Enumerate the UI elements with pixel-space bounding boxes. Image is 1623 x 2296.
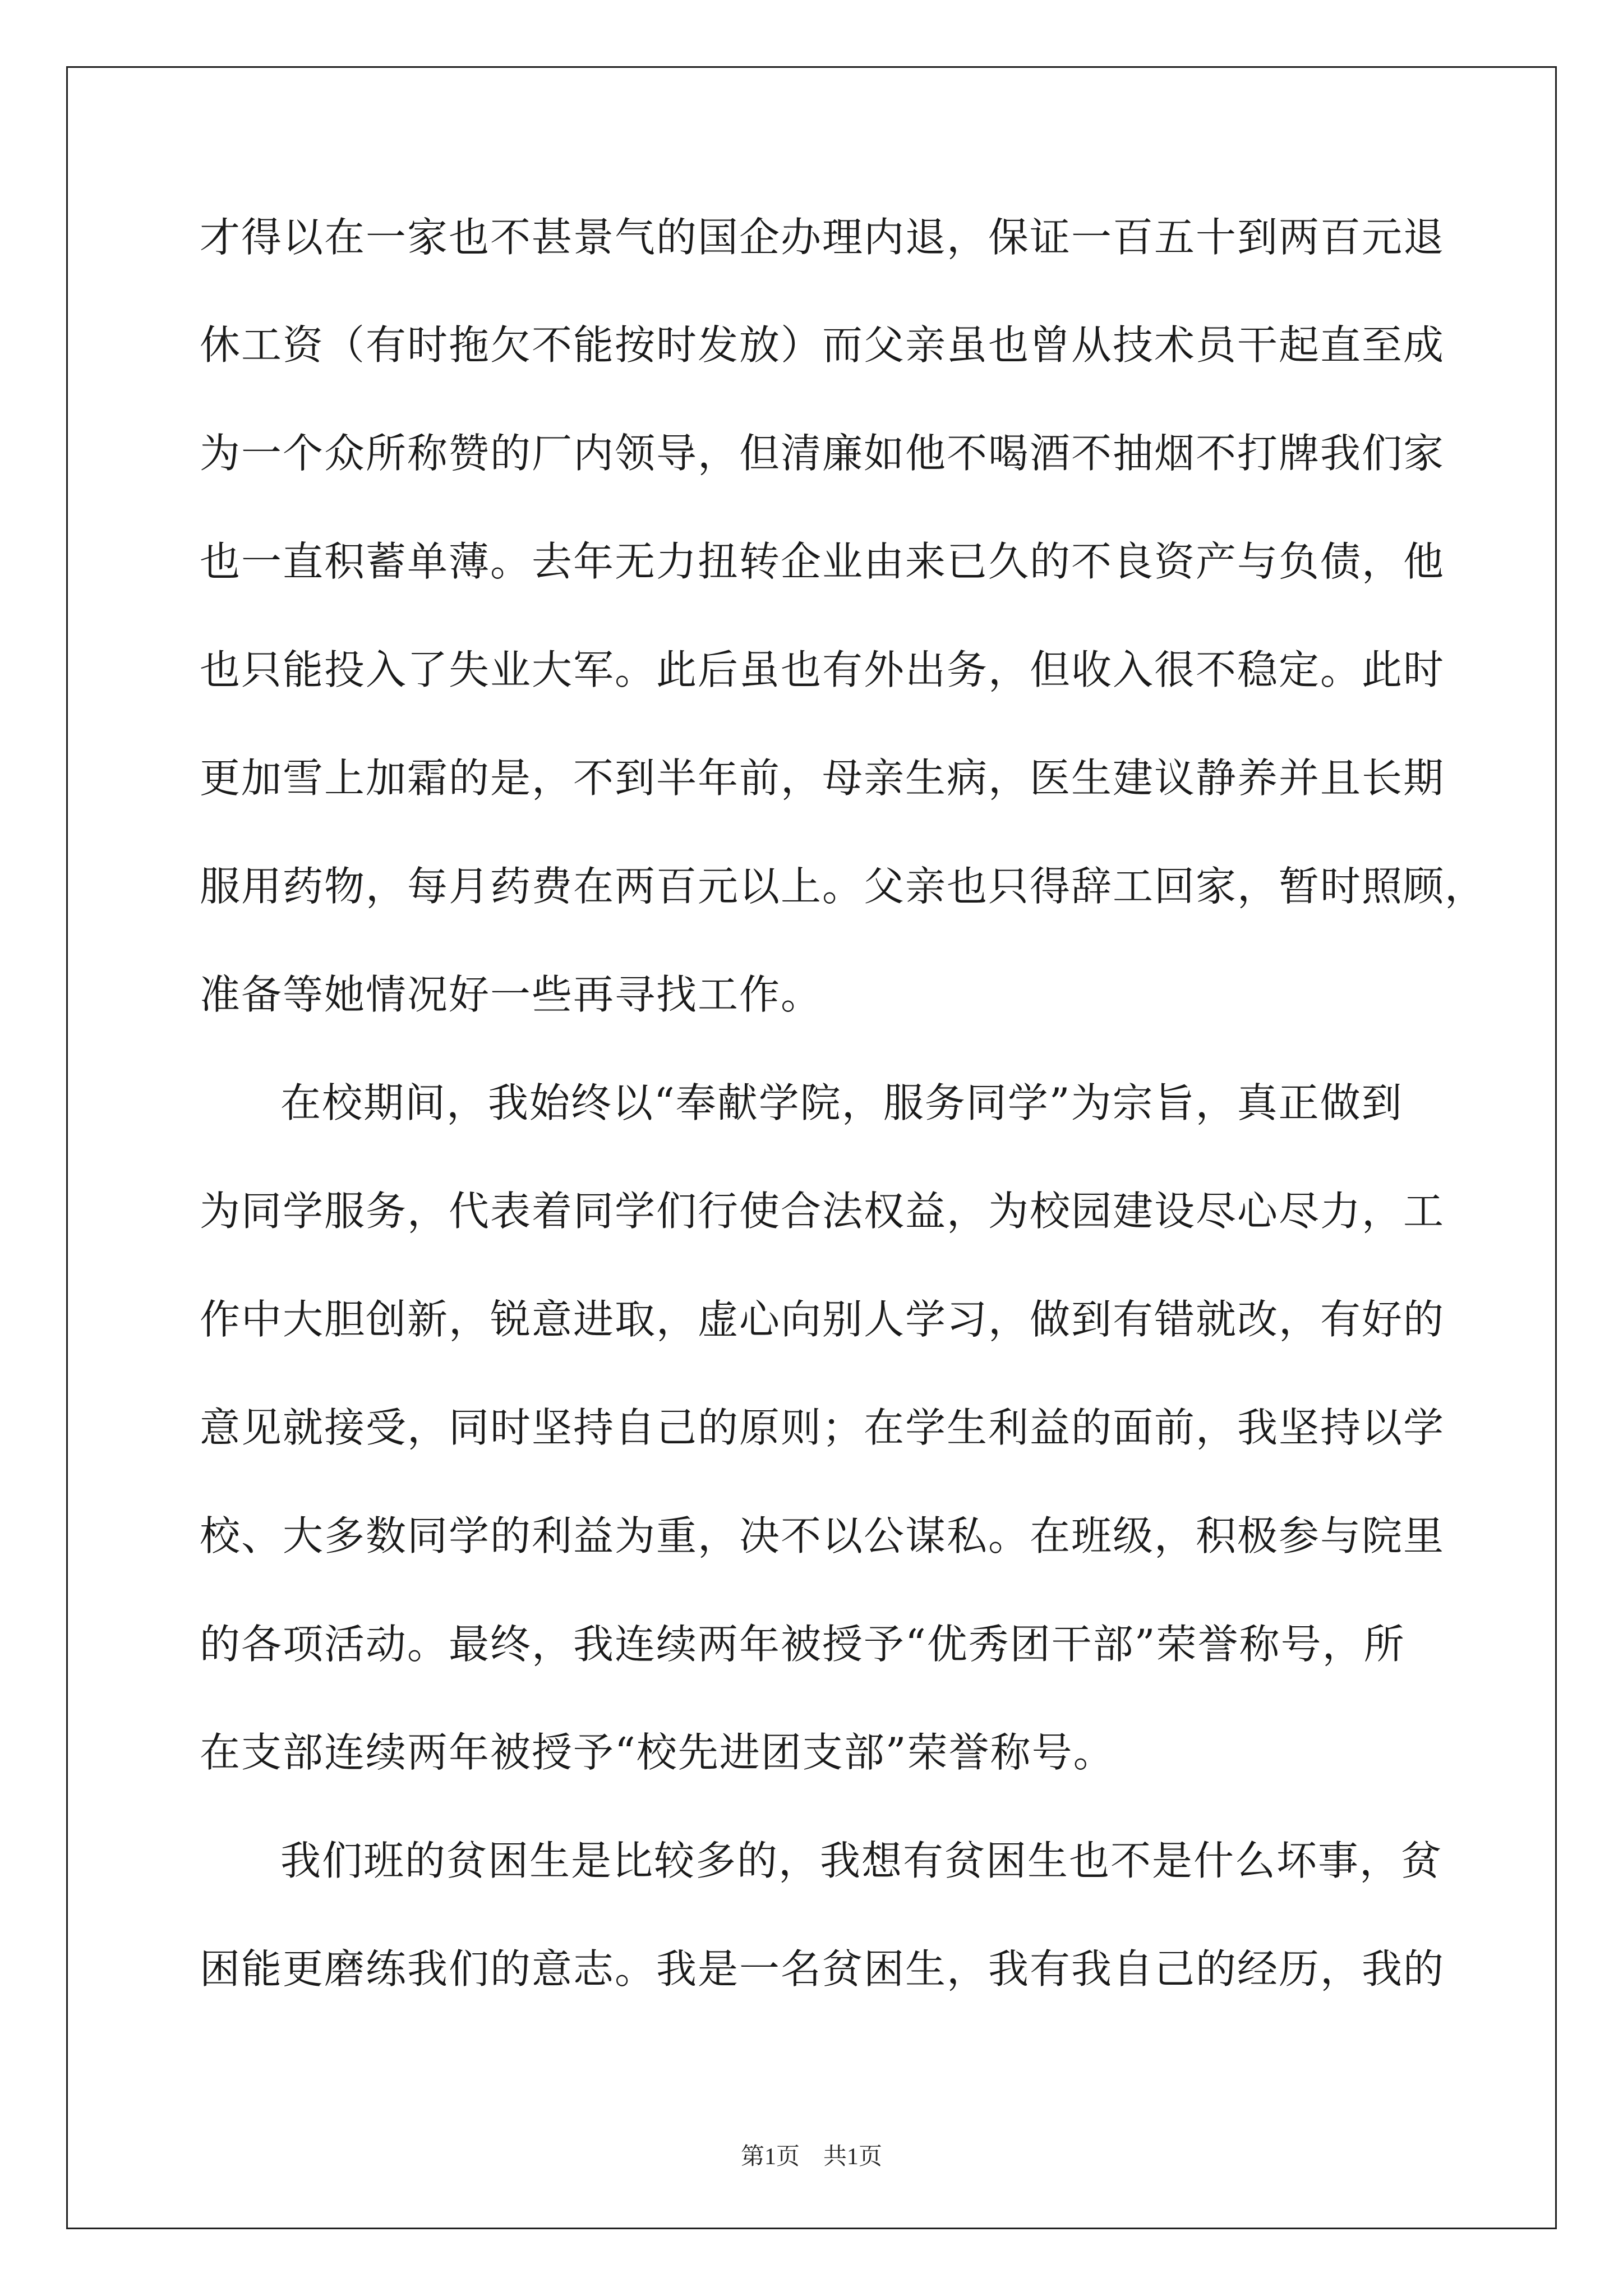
text-line: 服用药物，每月药费在两百元以上。父亲也只得辞工回家，暂时照顾， [200, 863, 1487, 910]
text-line: 休工资（有时拖欠不能按时发放）而父亲虽也曾从技术员干起直至成 [200, 321, 1445, 369]
text-line: 的各项活动。最终，我连续两年被授予“优秀团干部”荣誉称号，所 [200, 1621, 1405, 1668]
text-line: 更加雪上加霜的是，不到半年前，母亲生病，医生建议静养并且长期 [200, 754, 1445, 802]
text-line: 困能更磨练我们的意志。我是一名贫困生，我有我自己的经历，我的 [200, 1945, 1445, 1993]
text-line: 作中大胆创新，锐意进取，虚心向别人学习，做到有错就改，有好的 [200, 1296, 1445, 1343]
text-line: 也只能投入了失业大军。此后虽也有外出务，但收入很不稳定。此时 [200, 646, 1445, 693]
page-footer [0, 2143, 1623, 2171]
text-line: 校、大多数同学的利益为重，决不以公谋私。在班级，积极参与院里 [200, 1512, 1445, 1559]
page-border [66, 66, 1557, 2229]
text-line: 意见就接受，同时坚持自己的原则；在学生利益的面前，我坚持以学 [200, 1404, 1445, 1451]
paragraph-first-line: 在校期间，我始终以“奉献学院，服务同学”为宗旨，真正做到 [280, 1079, 1403, 1126]
text-line: 为同学服务，代表着同学们行使合法权益，为校园建设尽心尽力，工 [200, 1188, 1445, 1235]
page-number: 第1页 共1页 [740, 2144, 882, 2170]
text-line: 在支部连续两年被授予“校先进团支部”荣誉称号。 [200, 1729, 1115, 1776]
text-line: 为一个众所称赞的厂内领导，但清廉如他不喝酒不抽烟不打牌我们家 [200, 430, 1445, 477]
paragraph-first-line: 我们班的贫困生是比较多的，我想有贫困生也不是什么坏事，贫 [280, 1837, 1443, 1884]
text-line: 也一直积蓄单薄。去年无力扭转企业由来已久的不良资产与负债，他 [200, 538, 1445, 585]
text-line: 才得以在一家也不甚景气的国企办理内退，保证一百五十到两百元退 [200, 214, 1445, 261]
text-line: 准备等她情况好一些再寻找工作。 [200, 971, 823, 1018]
